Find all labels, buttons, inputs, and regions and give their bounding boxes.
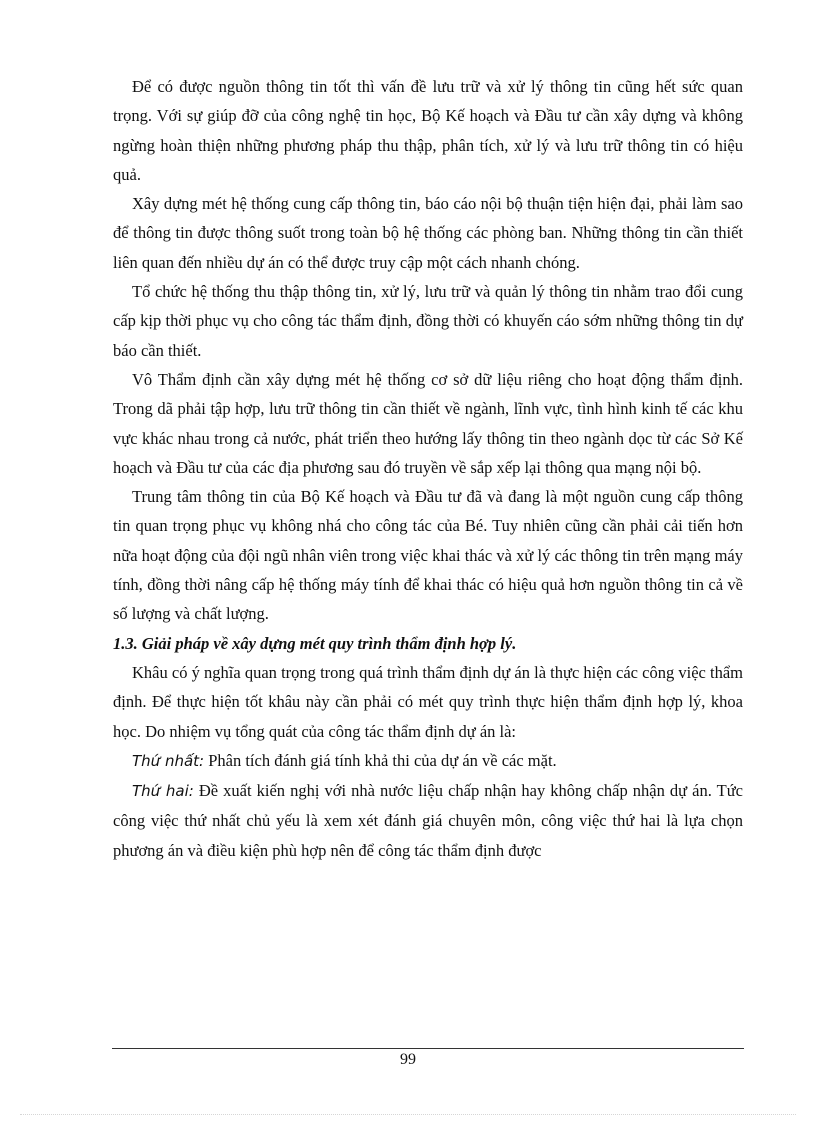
paragraph-info-center: Trung tâm thông tin của Bộ Kế hoạch và Đầu tư đã và đang là một nguồn cung cấp thông tin quan trọng phục vụ không nhá cho công tác của Bé. Tuy nhiên cũng cần phải cải tiến hơn nữa hoạt động của đội ngũ nhân viên trong việc khai thác và xử lý các thông tin trên mạng máy tính, đồng thời nâng cấp hệ thống máy tính để khai thác có hiệu quả hơn nguồn thông tin cả về số lượng và chất lượng. — [113, 487, 743, 624]
list-item-first-text: Phân tích đánh giá tính khả thi của dự án về các mặt. — [204, 750, 557, 770]
paragraph-appraisal-process: Khâu có ý nghĩa quan trọng trong quá trình thẩm định dự án là thực hiện các công việc thẩm định. Để thực hiện tốt khâu này cần phải có mét quy trình thực hiện thẩm định hợp lý, khoa học. Do nhiệm vụ tổng quát của công tác thẩm định dự án là: — [113, 662, 743, 741]
footer-rule — [112, 1048, 744, 1049]
paragraph-database: Vô Thẩm định cần xây dựng mét hệ thống cơ sở dữ liệu riêng cho hoạt động thẩm định. Trong dã phải tập hợp, lưu trữ thông tin cần thiết về ngành, lĩnh vực, tình hình kinh tế các khu vực khác nhau trong cả nước, phát triển theo hướng lấy thông tin theo ngành dọc từ các Sở Kế hoạch và Đầu tư của các địa phương sau đó truyền về sắp xếp lại thông qua mạng nội bộ. — [113, 369, 743, 477]
page-number: 99 — [400, 1051, 416, 1068]
section-heading: 1.3. Giải pháp về xây dựng mét quy trình thẩm định hợp lý. — [113, 633, 517, 653]
paragraph-info-system: Xây dựng mét hệ thống cung cấp thông tin, báo cáo nội bộ thuận tiện hiện đại, phải làm sao để thông tin được thông suốt trong toàn bộ hệ thống các phòng ban. Những thông tin cần thiết liên quan đến nhiều dự án có thể được truy cập một cách nhanh chóng. — [113, 194, 743, 272]
list-item-first-lead: Thứ nhất: — [132, 751, 205, 770]
page-bottom-dotted-border — [20, 1114, 796, 1115]
paragraph-info-storage: Để có được nguồn thông tin tốt thì vấn đề lưu trữ và xử lý thông tin cũng hết sức quan trọng. Với sự giúp đỡ của công nghệ tin học, Bộ Kế hoạch và Đầu tư cần xây dựng và không ngừng hoàn thiện những phương pháp thu thập, phân tích, xử lý và lưu trữ thông tin có hiệu quả. — [113, 77, 743, 184]
paragraph-info-collection: Tổ chức hệ thống thu thập thông tin, xử lý, lưu trữ và quản lý thông tin nhằm trao đổi cung cấp kịp thời phục vụ cho công tác thẩm định, đồng thời có khuyến cáo sớm những thông tin dự báo cần thiết. — [113, 282, 743, 360]
page-body — [113, 72, 743, 865]
list-item-first — [113, 746, 743, 776]
list-item-second-text: Đề xuất kiến nghị với nhà nước liệu chấp nhận hay không chấp nhận dự án. Tức công việc thứ nhất chủ yếu là xem xét đánh giá chuyên môn, công việc thứ hai là lựa chọn phương án và điều kiện phù hợp nên để công tác thẩm định được — [113, 781, 743, 860]
list-item-second-lead: Thứ hai: — [132, 782, 194, 801]
list-item-second — [113, 776, 743, 865]
